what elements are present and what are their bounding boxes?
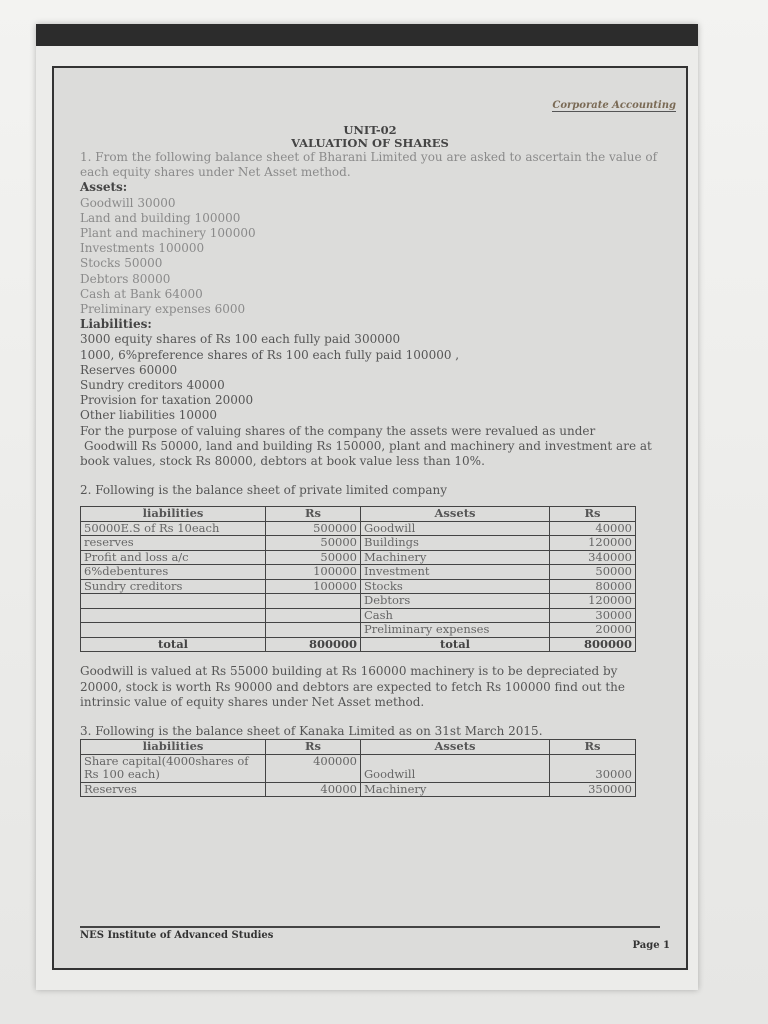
cell: 40000 [266, 782, 361, 797]
cell [81, 608, 266, 623]
cell: total [81, 637, 266, 652]
table-row [81, 623, 636, 638]
list-item: Sundry creditors 40000 [80, 378, 225, 393]
col-header-liabilities: liabilities [81, 740, 266, 755]
col-header-rs: Rs [266, 740, 361, 755]
cell [81, 623, 266, 638]
cell: 500000 [266, 521, 361, 536]
table-row [81, 594, 636, 609]
cell [81, 594, 266, 609]
cell: 350000 [550, 782, 636, 797]
footer-institution: NES Institute of Advanced Studies [80, 930, 274, 941]
list-item: Land and building 100000 [80, 210, 241, 225]
top-binding-strip [36, 24, 698, 46]
col-header-rs: Rs [550, 740, 636, 755]
table-row [81, 608, 636, 623]
cell: reserves [81, 536, 266, 551]
cell: 800000 [550, 637, 636, 652]
q1-assets-list [80, 196, 660, 318]
q1-liabilities-list [80, 332, 660, 423]
table-row [81, 550, 636, 565]
list-item: Other liabilities 10000 [80, 408, 217, 423]
cell [266, 623, 361, 638]
q2-intro: 2. Following is the balance sheet of private limited company [80, 483, 447, 498]
list-item: Goodwill 30000 [80, 195, 176, 210]
q1-assets-heading: Assets: [80, 180, 128, 195]
list-item: Plant and machinery 100000 [80, 226, 256, 241]
cell: 30000 [550, 754, 636, 782]
cell: Goodwill [361, 754, 550, 782]
q3-balance-sheet-table [80, 739, 636, 797]
table-row [81, 754, 636, 782]
q3-intro: 3. Following is the balance sheet of Kanaka Limited as on 31st March 2015. [80, 724, 543, 739]
list-item: 1000, 6%preference shares of Rs 100 each fully paid 100000 , [80, 347, 460, 362]
table-header-row [81, 740, 636, 755]
cell: 50000 [550, 565, 636, 580]
q2-note: Goodwill is valued at Rs 55000 building at Rs 160000 machinery is to be depreciated by 20000, stock is worth Rs 90000 and debtors are expected to fetch Rs 100000 find out the intrinsic value of equity shares under Net Asset method. [80, 664, 626, 709]
document-page [52, 66, 688, 970]
list-item: Provision for taxation 20000 [80, 393, 254, 408]
cell: 100000 [266, 565, 361, 580]
cell [266, 608, 361, 623]
cell: 50000 [266, 550, 361, 565]
cell: Debtors [361, 594, 550, 609]
list-item: Cash at Bank 64000 [80, 286, 203, 301]
list-item: 3000 equity shares of Rs 100 each fully paid 300000 [80, 332, 401, 347]
table-total-row [81, 637, 636, 652]
cell: Stocks [361, 579, 550, 594]
q1-note: For the purpose of valuing shares of the company the assets were revalued as under [80, 423, 596, 438]
q1-liabilities-heading: Liabilities: [80, 317, 152, 332]
list-item: Reserves 60000 [80, 362, 178, 377]
cell: 120000 [550, 594, 636, 609]
col-header-assets: Assets [361, 740, 550, 755]
list-item: Preliminary expenses 6000 [80, 302, 246, 317]
cell: 400000 [266, 754, 361, 782]
running-header: Corporate Accounting [552, 100, 676, 111]
cell: 6%debentures [81, 565, 266, 580]
cell: Cash [361, 608, 550, 623]
cell: Machinery [361, 782, 550, 797]
cell: 30000 [550, 608, 636, 623]
table-row [81, 565, 636, 580]
cell: 800000 [266, 637, 361, 652]
page-title: VALUATION OF SHARES [291, 136, 449, 150]
q2-balance-sheet-table [80, 506, 636, 652]
table-row [81, 579, 636, 594]
col-header-rs: Rs [266, 507, 361, 522]
cell: Goodwill [361, 521, 550, 536]
table-row [81, 536, 636, 551]
cell: total [361, 637, 550, 652]
unit-label: UNIT-02 [343, 123, 397, 137]
list-item: Debtors 80000 [80, 271, 171, 286]
table-row [81, 782, 636, 797]
cell: 340000 [550, 550, 636, 565]
q1-intro: 1. From the following balance sheet of Bharani Limited you are asked to ascertain the value of each equity shares under Net Asset method. [80, 150, 658, 180]
cell: 50000E.S of Rs 10each [81, 521, 266, 536]
list-item: Investments 100000 [80, 241, 205, 256]
page-number: Page 1 [632, 940, 670, 951]
cell: Preliminary expenses [361, 623, 550, 638]
q1-revaluation: Goodwill Rs 50000, land and building Rs 150000, plant and machinery and investment are at book values, stock Rs 80000, debtors at book value less than 10%. [80, 438, 652, 469]
list-item: Stocks 50000 [80, 256, 163, 271]
footer-divider [80, 926, 660, 928]
cell [266, 594, 361, 609]
cell: 120000 [550, 536, 636, 551]
cell: Profit and loss a/c [81, 550, 266, 565]
cell: Reserves [81, 782, 266, 797]
cell: Investment [361, 565, 550, 580]
cell: Share capital(4000shares of Rs 100 each) [81, 754, 266, 782]
col-header-assets: Assets [361, 507, 550, 522]
col-header-rs: Rs [550, 507, 636, 522]
cell: 40000 [550, 521, 636, 536]
cell: 80000 [550, 579, 636, 594]
cell: 50000 [266, 536, 361, 551]
cell: Sundry creditors [81, 579, 266, 594]
cell: Buildings [361, 536, 550, 551]
table-row [81, 521, 636, 536]
cell: 100000 [266, 579, 361, 594]
cell: Machinery [361, 550, 550, 565]
col-header-liabilities: liabilities [81, 507, 266, 522]
cell: 20000 [550, 623, 636, 638]
table-header-row [81, 507, 636, 522]
document-content [80, 124, 660, 797]
